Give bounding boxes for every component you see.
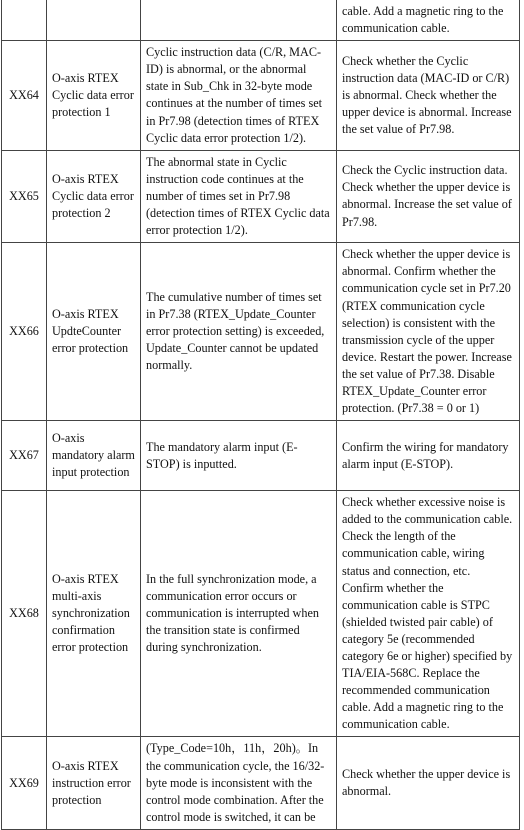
error-code-cell: XX66 [2,243,47,421]
table-row [2,737,520,829]
cause-cell: In the full synchronization mode, a communication error occurs or communication is interrupted when the transition state is confirmed during synchronization. [141,491,337,737]
action-cell: Check the Cyclic instruction data. Check whether the upper device is abnormal. Increase the set value of Pr7.98. [337,150,520,242]
table-row [2,150,520,242]
cause-cell: The abnormal state in Cyclic instruction code continues at the number of times set in Pr7.98 (detection times of RTEX Cyclic data error protection 1/2). [141,150,337,242]
table-row [2,41,520,151]
cause-cell: (Type_Code=10h，11h，20h)。In the communication cycle, the 16/32-byte mode is inconsistent with the control mode combination. After the control mode is switched, it can be [141,737,337,829]
error-name-cell: O-axis mandatory alarm input protection [47,421,141,491]
error-code-cell: XX68 [2,491,47,737]
error-name-cell [47,0,141,41]
table-row [2,491,520,737]
cause-cell: The cumulative number of times set in Pr7.38 (RTEX_Update_Counter error protection setting) is exceeded, Update_Counter cannot be updated normally. [141,243,337,421]
error-name-cell: O-axis RTEX Cyclic data error protection 2 [47,150,141,242]
action-cell: cable. Add a magnetic ring to the communication cable. [337,0,520,41]
action-cell: Check whether the Cyclic instruction data (MAC-ID or C/R) is abnormal. Check whether the upper device is abnormal. Increase the set value of Pr7.98. [337,41,520,151]
action-cell: Confirm the wiring for mandatory alarm input (E-STOP). [337,421,520,491]
table-row [2,243,520,421]
cause-cell: Cyclic instruction data (C/R, MAC-ID) is abnormal, or the abnormal state in Sub_Chk in 32-byte mode continues at the number of times set in Pr7.98 (detection times of RTEX Cyclic data error protection 1/2). [141,41,337,151]
error-code-cell: XX64 [2,41,47,151]
error-name-cell: O-axis RTEX instruction error protection [47,737,141,829]
action-cell: Check whether the upper device is abnormal. [337,737,520,829]
error-name-cell: O-axis RTEX UpdteCounter error protection [47,243,141,421]
action-cell: Check whether the upper device is abnormal. Confirm whether the communication cycle set in Pr7.20 (RTEX communication cycle selection) is consistent with the transmission cycle of the upper device. Restart the power. Increase the set value of Pr7.38. Disable RTEX_Update_Counter error protection. (Pr7.38 = 0 or 1) [337,243,520,421]
error-name-cell: O-axis RTEX Cyclic data error protection 1 [47,41,141,151]
cause-cell [141,0,337,41]
error-code-cell: XX67 [2,421,47,491]
table-row [2,0,520,41]
error-name-cell: O-axis RTEX multi-axis synchronization confirmation error protection [47,491,141,737]
error-code-cell [2,0,47,41]
error-code-cell: XX65 [2,150,47,242]
cause-cell: The mandatory alarm input (E-STOP) is inputted. [141,421,337,491]
error-code-cell: XX69 [2,737,47,829]
table-row [2,421,520,491]
action-cell: Check whether excessive noise is added to the communication cable. Check the length of the communication cable, wiring status and connection, etc. Confirm whether the communication cable is STPC (shielded twisted pair cable) of category 5e (recommended category 6e or higher) specified by TIA/EIA-568C. Replace the recommended communication cable. Add a magnetic ring to the communication cable. [337,491,520,737]
error-code-table [1,0,520,830]
